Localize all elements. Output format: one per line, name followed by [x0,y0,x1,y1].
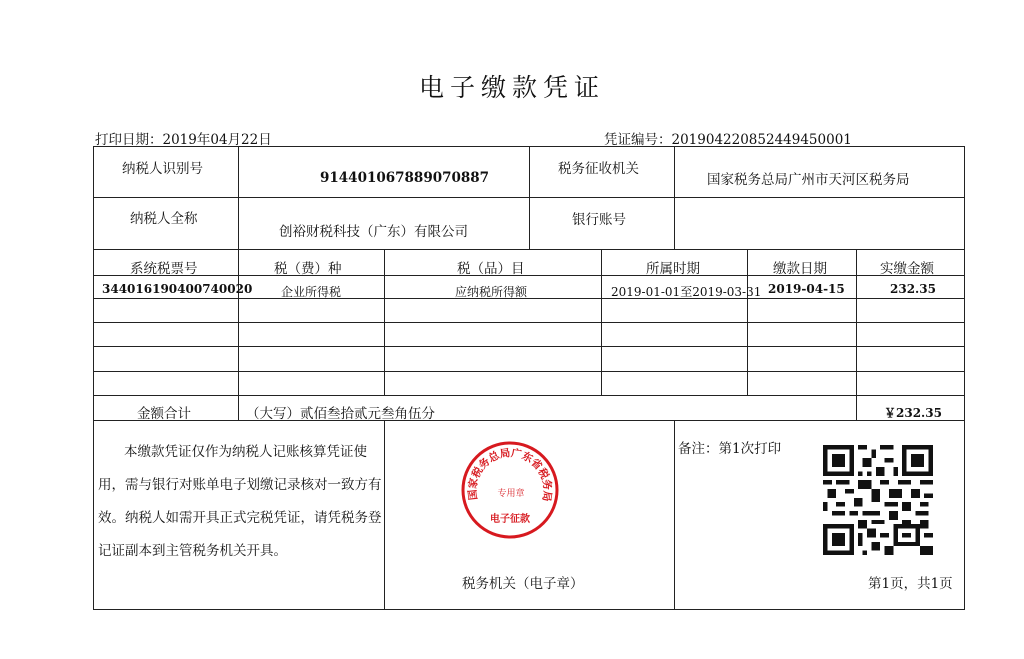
seal-bottom-text: 电子征款 [490,514,530,525]
document-title: 电子缴款凭证 [418,73,605,102]
total-amount-words: （大写）贰佰叁拾贰元叁角伍分 [246,406,435,422]
page-info: 第1页，共1页 [868,576,953,592]
seal-center-text: 专用章 [497,489,525,499]
print-date: 打印日期：2019年04月22日 [95,132,272,148]
table-cell-tax-item: 应纳税所得额 [455,285,528,299]
table-cell-period: 2019-01-01至2019-03-31 [611,285,762,299]
taxpayer-id-value: 914401067889070887 [320,170,490,186]
taxpayer-name-label: 纳税人全称 [130,211,198,227]
col-header-amount: 实缴金额 [880,261,934,277]
total-label: 金额合计 [137,406,191,422]
table-cell-amount: 232.35 [890,282,936,296]
tax-authority-value: 国家税务总局广州市天河区税务局 [707,172,910,188]
voucher-number: 凭证编号：201904220852449450001 [604,132,852,148]
total-amount: ￥232.35 [884,406,942,420]
remark: 备注：第1次打印 [678,441,782,457]
taxpayer-id-label: 纳税人识别号 [122,161,203,177]
col-header-tax-item: 税（品）目 [457,261,525,277]
col-header-ticket-no: 系统税票号 [130,261,198,277]
qr-code-icon [823,445,933,555]
note-text: 本缴款凭证仅作为纳税人记账核算凭证使用，需与银行对账单电子划缴记录核对一致方有效。纳税人如需开具正式完税凭证，请凭税务登记证副本到主管税务机关开具。 [98,444,382,559]
taxpayer-name-value: 创裕财税科技（广东）有限公司 [279,224,468,240]
col-header-tax-type: 税（费）种 [274,261,342,277]
col-header-pay-date: 缴款日期 [773,261,827,277]
seal-ring-text: 国家税务总局广东省税务局 [466,447,554,503]
bank-account-label: 银行账号 [572,212,626,228]
official-seal-icon [460,440,560,540]
tax-authority-label: 税务征收机关 [558,161,639,177]
table-cell-tax-type: 企业所得税 [281,285,342,299]
table-cell-ticket-no: 344016190400740020 [102,282,253,296]
col-header-period: 所属时期 [646,261,700,277]
table-cell-pay-date: 2019-04-15 [768,282,845,296]
seal-caption: 税务机关（电子章） [462,576,584,592]
